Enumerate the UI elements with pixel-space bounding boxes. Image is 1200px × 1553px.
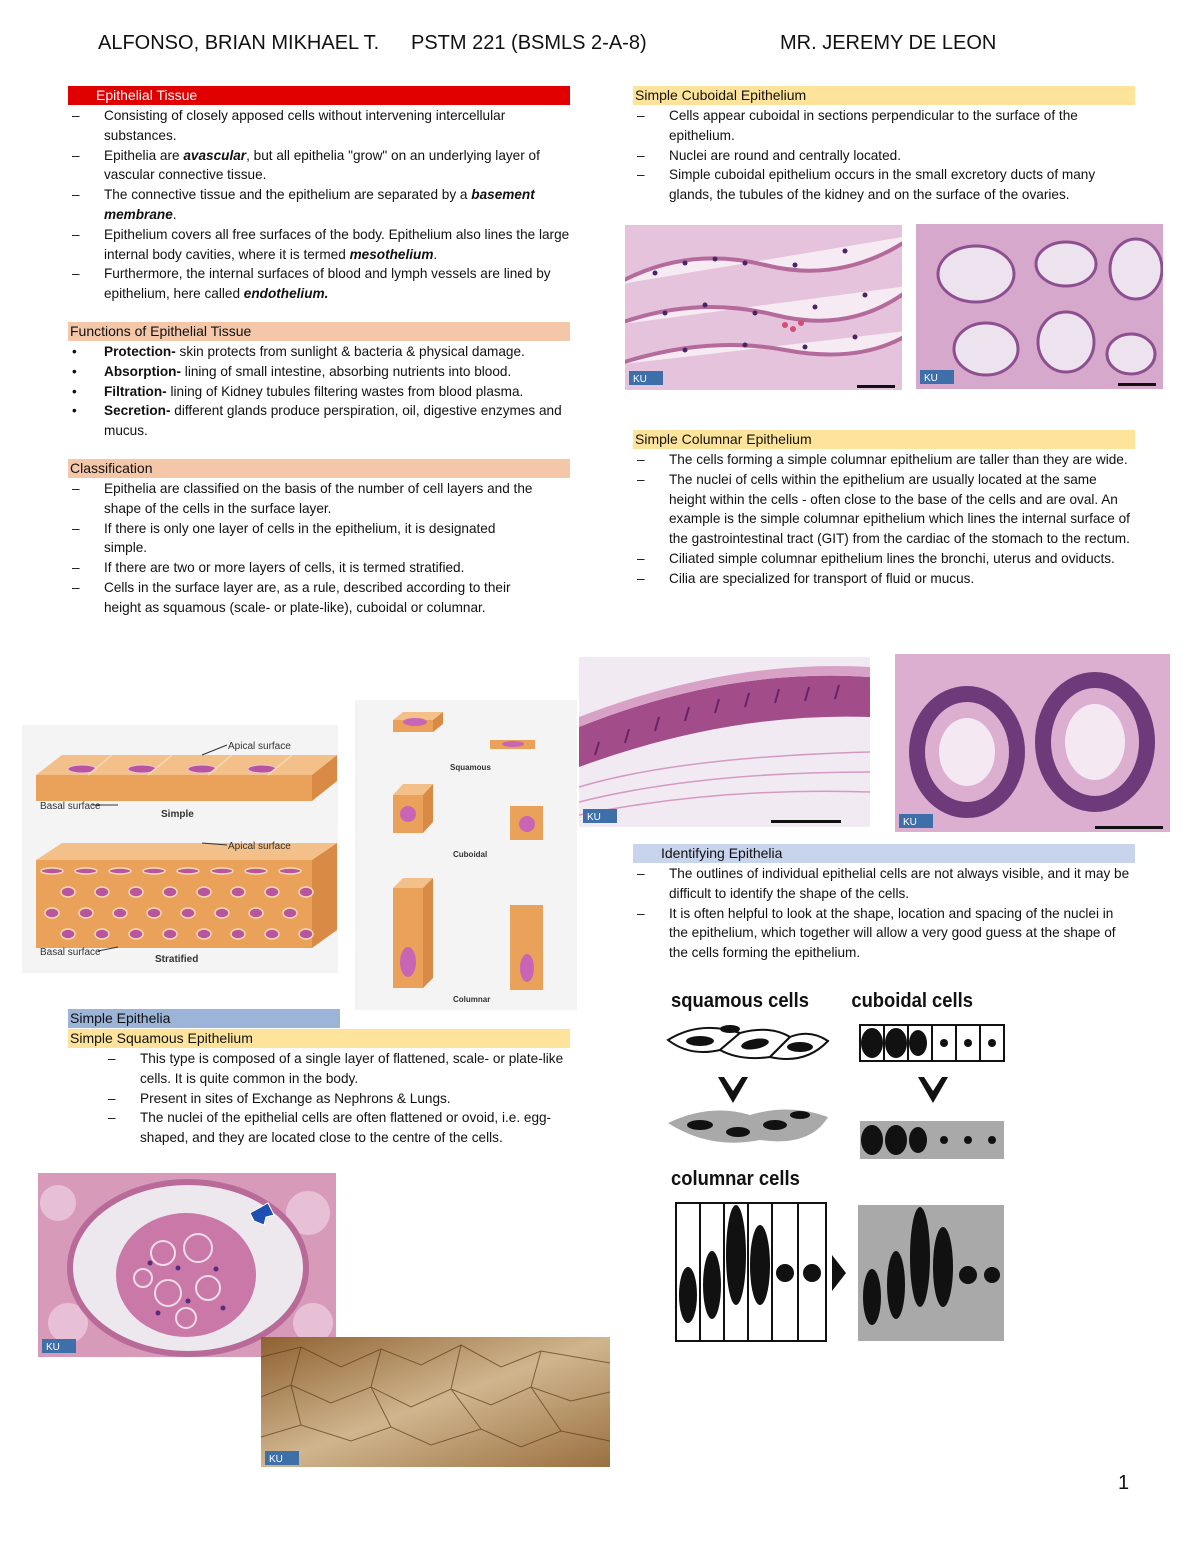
basal-label-1: Basal surface <box>40 801 101 812</box>
section-title-functions: Functions of Epithelial Tissue <box>68 322 570 341</box>
section-title-simple-epithelia: Simple Epithelia <box>68 1009 340 1028</box>
cell-nucleus <box>61 887 75 897</box>
list-item-text: Consisting of closely apposed cells without intervening intercellular substances. <box>104 108 506 143</box>
dash-marker: – <box>72 266 80 282</box>
cell-nucleus <box>129 929 143 939</box>
dash-marker: – <box>637 108 645 123</box>
list-item-text: The nuclei of cells within the epithelium are usually located at the same height within the cells - often close to the base of the cells and are oval. An example is the simple columnar epithelium which lines the internal surface of the gastrointestinal tract (GIT) from the cardiac of the stomach to the rectum. <box>669 471 1130 547</box>
header-author: ALFONSO, BRIAN MIKHAEL T. <box>98 32 380 54</box>
list-item <box>68 264 570 304</box>
cell-nucleus <box>245 868 267 874</box>
bullet-marker: • <box>72 343 77 359</box>
badge-text: KU <box>924 373 938 384</box>
list-item-text: basement membrane <box>104 187 535 222</box>
cell-nucleus <box>79 908 93 918</box>
cell-nucleus <box>41 868 63 874</box>
list-item-text: different glands produce perspiration, oil, digestive enzymes and mucus. <box>104 403 562 439</box>
functions-list <box>68 342 570 441</box>
dash-marker: – <box>637 167 645 183</box>
badge-text: KU <box>633 374 647 385</box>
list-item-text: Cilia are specialized for transport of fluid or mucus. <box>669 570 975 586</box>
list-item-text: Absorption- <box>104 363 182 379</box>
cell-nucleus <box>231 887 245 897</box>
badge-text: KU <box>269 1454 283 1465</box>
list-item <box>633 470 1135 549</box>
list-item <box>68 362 570 382</box>
dash-marker: – <box>108 1110 116 1126</box>
cell-nucleus <box>75 868 97 874</box>
list-item <box>68 401 570 441</box>
cell-nucleus <box>147 908 161 918</box>
cell-nucleus <box>129 887 143 897</box>
list-item-text: mesothelium <box>349 246 434 262</box>
dash-marker: – <box>637 550 645 566</box>
identifying-list <box>633 864 1135 963</box>
cell-nucleus <box>197 929 211 939</box>
cell-nucleus <box>283 908 297 918</box>
dash-marker: – <box>72 108 80 123</box>
label-cuboidal-cells: cuboidal cells <box>851 990 973 1013</box>
list-item-text: This type is composed of a single layer of flattened, scale- or plate-like cells. It is quite common in the body. <box>140 1051 564 1086</box>
dash-marker: – <box>72 480 80 496</box>
simple-cuboidal-section <box>633 86 1135 205</box>
header-course: PSTM 221 (BSMLS 2-A-8) <box>411 32 647 54</box>
cell-nucleus <box>215 908 229 918</box>
list-item-text: The cells forming a simple columnar epithelium are taller than they are wide. <box>669 452 1128 467</box>
dash-marker: – <box>72 560 80 576</box>
cell-nucleus <box>61 929 75 939</box>
cell-nucleus <box>45 908 59 918</box>
list-item <box>104 1089 568 1109</box>
list-item <box>633 864 1135 904</box>
badge-text: KU <box>903 817 917 828</box>
section-title-classification: Classification <box>68 459 570 478</box>
cell-nucleus <box>197 887 211 897</box>
section-title-simple-squamous: Simple Squamous Epithelium <box>68 1029 570 1048</box>
list-item-text: Simple cuboidal epithelium occurs in the small excretory ducts of many glands, the tubules of the kidney and on the surface of the ovaries. <box>669 167 1096 203</box>
list-item-text: Protection- <box>104 343 176 359</box>
list-item-text: Epithelia are <box>104 147 184 163</box>
label-squamous-cells: squamous cells <box>671 990 810 1013</box>
badge-text: KU <box>46 1342 60 1353</box>
section-title-simple-columnar: Simple Columnar Epithelium <box>633 430 1135 449</box>
simple-columnar-list <box>633 450 1135 589</box>
dash-marker: – <box>72 579 80 595</box>
cell-nucleus <box>279 868 301 874</box>
list-item-text: Present in sites of Exchange as Nephrons & Lungs. <box>140 1090 451 1106</box>
micrograph-thyroid-follicles <box>916 224 1163 389</box>
basal-label-2: Basal surface <box>40 947 101 958</box>
list-item-text: It is often helpful to look at the shape, location and spacing of the nuclei in the epithelium, which together will allow a very good guess at the shape of the cells forming the epithelium. <box>669 905 1116 961</box>
list-item <box>633 904 1135 963</box>
nuclei-shape-diagram <box>660 985 1010 1345</box>
layers-figure <box>22 725 338 973</box>
micrograph-glomerulus <box>38 1173 336 1357</box>
dash-marker: – <box>72 226 80 242</box>
classification-list <box>68 479 570 618</box>
header-instructor: MR. JEREMY DE LEON <box>780 32 997 54</box>
list-item <box>68 106 570 146</box>
dash-marker: – <box>637 866 645 881</box>
shape-label-squamous: Squamous <box>450 763 491 772</box>
shapes-figure <box>355 700 577 1010</box>
micrograph-squamous-surface <box>261 1337 610 1467</box>
list-item-text: . <box>433 246 438 262</box>
cell-nucleus <box>95 929 109 939</box>
section-title-simple-cuboidal: Simple Cuboidal Epithelium <box>633 86 1135 105</box>
cell-nucleus <box>265 929 279 939</box>
dash-marker: – <box>72 147 80 163</box>
simple-cuboidal-list <box>633 106 1135 205</box>
micrograph-intestinal-glands <box>895 654 1170 832</box>
label-columnar-cells: columnar cells <box>671 1168 800 1191</box>
list-item <box>68 519 540 559</box>
list-item-text: Epithelia are classified on the basis of the number of cell layers and the shape of the cells in the surface layer. <box>104 480 533 516</box>
list-item <box>104 1049 568 1089</box>
list-item-text: Cells in the surface layer are, as a rule, described according to their height as squamous (scale- or plate-like), cuboidal or columnar. <box>104 579 511 615</box>
cell-nucleus <box>163 887 177 897</box>
list-item-text: Secretion- <box>104 403 171 419</box>
bullet-marker: • <box>72 383 77 399</box>
cell-nucleus <box>113 908 127 918</box>
caption-stratified: Stratified <box>155 954 199 965</box>
micrograph-kidney-tubules <box>625 225 902 390</box>
list-item <box>68 578 540 618</box>
cell-nucleus <box>249 908 263 918</box>
list-item-text: Filtration- <box>104 383 167 399</box>
list-item-text: avascular <box>183 147 247 163</box>
micrograph-ciliated-columnar <box>579 657 870 827</box>
dash-marker: – <box>637 905 645 921</box>
cell-nucleus <box>265 887 279 897</box>
simple-columnar-section <box>633 430 1135 589</box>
list-item-text: If there are two or more layers of cells, it is termed stratified. <box>104 560 465 576</box>
cell-nucleus <box>143 868 165 874</box>
page-number: 1 <box>1118 1472 1130 1494</box>
identifying-section <box>633 844 1135 963</box>
list-item-text: Cells appear cuboidal in sections perpendicular to the surface of the epithelium. <box>669 108 1078 143</box>
list-item <box>633 549 1135 569</box>
simple-squamous-list <box>68 1049 570 1148</box>
list-item-text: Ciliated simple columnar epithelium lines the bronchi, uterus and oviducts. <box>669 550 1115 566</box>
list-item-text: Furthermore, the internal surfaces of blood and lymph vessels are lined by epithelium, here called <box>104 266 551 302</box>
cell-nucleus <box>211 868 233 874</box>
list-item <box>68 185 570 225</box>
apical-label-2: Apical surface <box>228 841 291 852</box>
list-item <box>633 450 1135 470</box>
shape-label-cuboidal: Cuboidal <box>453 850 488 859</box>
list-item-text: skin protects from sunlight & bacteria & physical damage. <box>175 343 525 359</box>
list-item <box>633 146 1135 166</box>
list-item <box>68 225 570 265</box>
list-item-text: , but all epithelia "grow" on an underlying layer of vascular connective tissue. <box>104 147 540 183</box>
list-item <box>633 165 1135 205</box>
left-column <box>68 86 570 618</box>
dash-marker: – <box>108 1090 116 1106</box>
cell-nucleus <box>231 929 245 939</box>
cell-nucleus <box>163 929 177 939</box>
dash-marker: – <box>637 452 645 467</box>
dash-marker: – <box>72 187 80 203</box>
badge-text: KU <box>587 812 601 823</box>
list-item-text: The connective tissue and the epithelium are separated by a <box>104 187 472 203</box>
list-item <box>633 569 1135 589</box>
bullet-marker: • <box>72 403 77 419</box>
section-title-identifying: Identifying Epithelia <box>633 844 1135 863</box>
simple-epithelia-section <box>68 1009 570 1148</box>
section-title-epithelial-tissue: Epithelial Tissue <box>68 86 570 105</box>
list-item-text: Epithelium covers all free surfaces of the body. Epithelium also lines the large internal body cavities, where it is termed <box>104 226 570 262</box>
list-item-text: The nuclei of the epithelial cells are often flattened or ovoid, i.e. egg-shaped, and they are located close to the centre of the cells. <box>140 1110 552 1146</box>
cell-nucleus <box>181 908 195 918</box>
list-item-text: The outlines of individual epithelial cells are not always visible, and it may be difficult to identify the shape of the cells. <box>669 866 1130 901</box>
dash-marker: – <box>72 520 80 536</box>
cell-nucleus <box>95 887 109 897</box>
list-item <box>68 382 570 402</box>
bullet-marker: • <box>72 363 77 379</box>
caption-simple: Simple <box>161 809 194 820</box>
list-item-text: Nuclei are round and centrally located. <box>669 147 901 163</box>
cell-nucleus <box>299 887 313 897</box>
list-item-text: If there is only one layer of cells in the epithelium, it is designated simple. <box>104 520 496 556</box>
list-item <box>104 1108 568 1148</box>
list-item <box>68 342 570 362</box>
dash-marker: – <box>637 471 645 487</box>
list-item <box>68 558 540 578</box>
dash-marker: – <box>637 147 645 163</box>
list-item-text: . <box>172 206 177 222</box>
list-item-text: lining of Kidney tubules filtering wastes from blood plasma. <box>166 383 524 399</box>
apical-label-1: Apical surface <box>228 741 291 752</box>
dash-marker: – <box>108 1051 116 1066</box>
epithelial-tissue-list <box>68 106 570 304</box>
dash-marker: – <box>637 570 645 586</box>
cell-nucleus <box>109 868 131 874</box>
cell-nucleus <box>177 868 199 874</box>
list-item <box>68 146 570 186</box>
list-item <box>68 479 540 519</box>
list-item <box>633 106 1135 146</box>
shape-label-columnar: Columnar <box>453 995 491 1004</box>
list-item-text: endothelium. <box>243 286 329 302</box>
list-item-text: lining of small intestine, absorbing nutrients into blood. <box>181 363 512 379</box>
cell-nucleus <box>299 929 313 939</box>
